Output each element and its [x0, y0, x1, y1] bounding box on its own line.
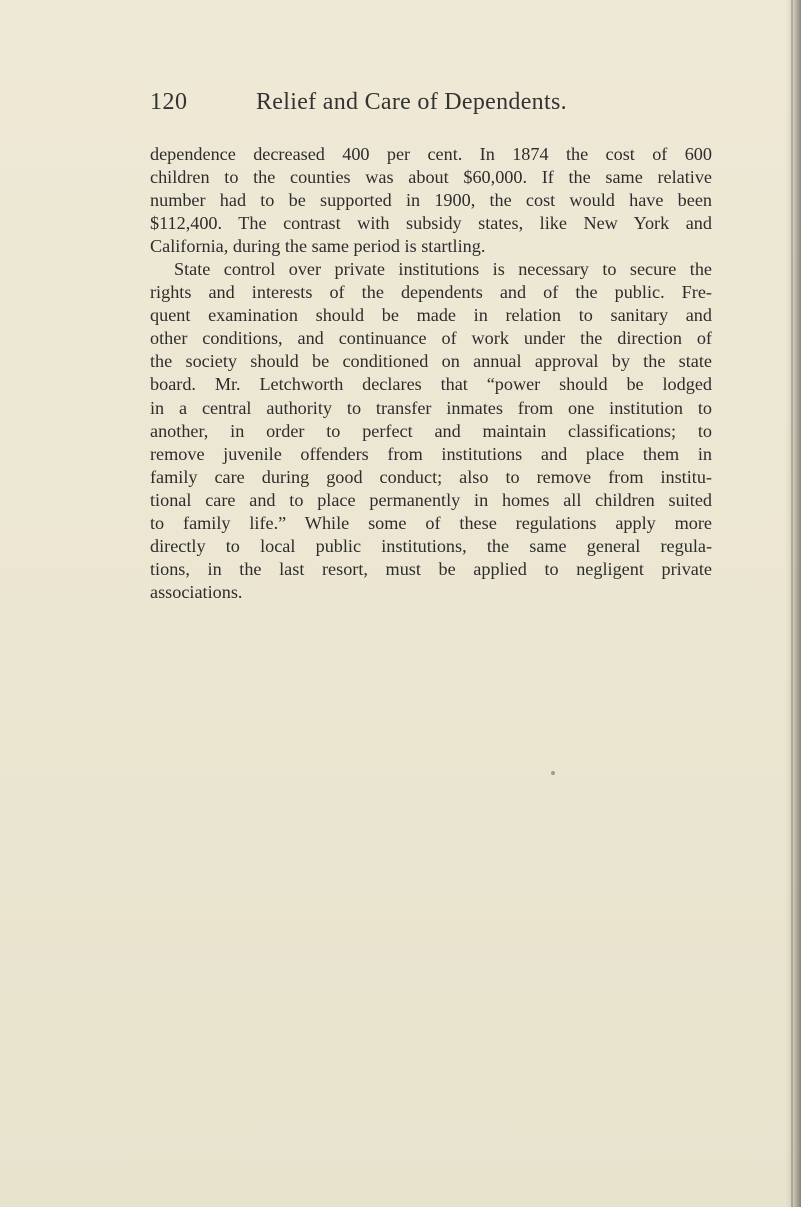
paper-speck: [551, 771, 555, 775]
body-line: California, during the same period is startling.: [150, 236, 486, 257]
page-edge-line: [791, 0, 793, 1207]
body-line: $112,400. The contrast with subsidy states, like New York and: [150, 213, 712, 234]
running-head: Relief and Care of Dependents.: [256, 89, 567, 115]
body-text: [150, 143, 712, 604]
body-line: dependence decreased 400 per cent. In 1874 the cost of 600: [150, 144, 712, 164]
body-line: quent examination should be made in relation to sanitary and: [150, 305, 712, 326]
page-number: 120: [150, 89, 188, 115]
body-line: other conditions, and continuance of work under the direction of: [150, 328, 712, 349]
body-line: number had to be supported in 1900, the cost would have been: [150, 190, 712, 211]
body-line: associations.: [150, 581, 243, 602]
body-line: board. Mr. Letchworth declares that “power should be lodged: [150, 374, 712, 395]
body-line: tions, in the last resort, must be applied to negligent private: [150, 558, 712, 579]
body-line: the society should be conditioned on annual approval by the state: [150, 351, 712, 372]
body-line: rights and interests of the dependents and of the public. Fre-: [150, 282, 712, 303]
body-line: children to the counties was about $60,000. If the same relative: [150, 167, 712, 188]
body-line: remove juvenile offenders from institutions and place them in: [150, 443, 712, 464]
body-line: State control over private institutions is necessary to secure the: [174, 259, 712, 280]
body-line: directly to local public institutions, the same general regula-: [150, 535, 712, 556]
body-line: tional care and to place permanently in homes all children suited: [150, 489, 712, 510]
page-header: [150, 89, 710, 129]
body-line: in a central authority to transfer inmates from one institution to: [150, 397, 712, 418]
page-edge-shadow: [785, 0, 801, 1207]
body-line: another, in order to perfect and maintain classifications; to: [150, 420, 712, 441]
body-line: to family life.” While some of these regulations apply more: [150, 512, 712, 533]
body-line: family care during good conduct; also to remove from institu-: [150, 466, 712, 487]
